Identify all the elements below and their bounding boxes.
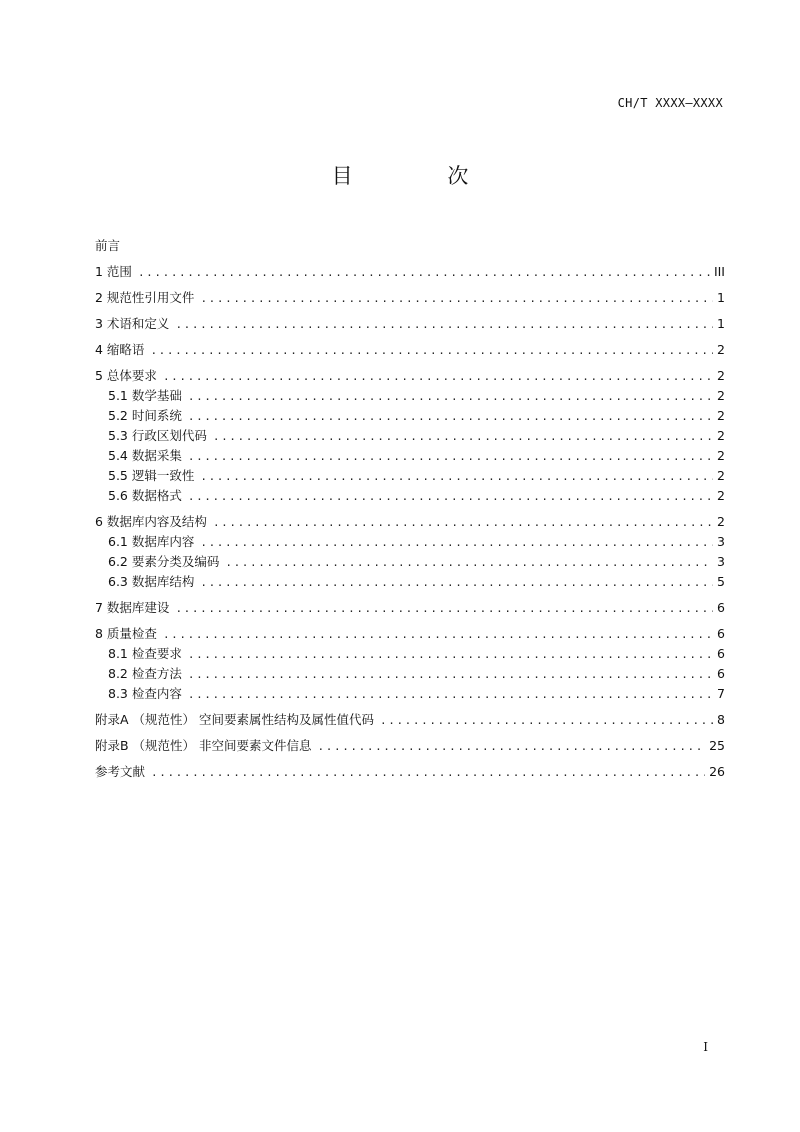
dot-leader [188, 447, 713, 467]
toc-entry-page: 2 [717, 342, 725, 357]
toc-entry[interactable] [95, 466, 725, 486]
dot-leader [151, 763, 705, 783]
toc-entry-label: 6.2 要素分类及编码 [108, 554, 220, 569]
toc-entry-label: 5.5 逻辑一致性 [108, 468, 195, 483]
toc-entry-label: 参考文献 [95, 764, 146, 779]
toc-entry-label: 1 范围 [95, 264, 132, 279]
toc-entry-page: 26 [709, 764, 725, 779]
toc-entry-label: 4 缩略语 [95, 342, 145, 357]
toc-entry-page: 2 [717, 388, 725, 403]
dot-leader [318, 737, 706, 757]
toc-entry-label: 附录B （规范性） 非空间要素文件信息 [95, 738, 312, 753]
dot-leader [213, 513, 713, 533]
dot-leader [200, 533, 713, 553]
toc-entry[interactable] [95, 288, 725, 308]
toc-entry[interactable] [95, 664, 725, 684]
dot-leader [188, 685, 713, 705]
toc-entry-page: 8 [717, 712, 725, 727]
toc-entry-label: 5 总体要求 [95, 368, 157, 383]
dot-leader [200, 289, 713, 309]
toc-entry[interactable] [95, 386, 725, 406]
dot-leader [188, 645, 713, 665]
toc-entry[interactable] [95, 598, 725, 618]
dot-leader [188, 665, 713, 685]
toc-entry-page: 7 [717, 686, 725, 701]
dot-leader [175, 599, 713, 619]
toc-entry-label: 7 数据库建设 [95, 600, 170, 615]
toc-entry[interactable] [95, 262, 725, 282]
dot-leader [225, 553, 713, 573]
toc-entry-label: 8.2 检查方法 [108, 666, 182, 681]
toc-entry-page: 6 [717, 646, 725, 661]
toc-entry-label: 8.3 检查内容 [108, 686, 182, 701]
toc-entry-page: III [713, 264, 725, 279]
toc-entry-page: 3 [717, 534, 725, 549]
toc-entry[interactable] [95, 512, 725, 532]
toc-entry[interactable] [95, 236, 725, 256]
toc-entry-label: 5.4 数据采集 [108, 448, 182, 463]
toc-entry[interactable] [95, 314, 725, 334]
toc-entry-label: 8 质量检查 [95, 626, 157, 641]
document-code: CH/T XXXX—XXXX [617, 96, 723, 110]
toc-entry-page: 1 [717, 316, 725, 331]
dot-leader [188, 387, 713, 407]
toc-entry-label: 8.1 检查要求 [108, 646, 182, 661]
toc-entry[interactable] [95, 762, 725, 782]
dot-leader [175, 315, 713, 335]
toc-entry[interactable] [95, 406, 725, 426]
toc-entry-label: 5.3 行政区划代码 [108, 428, 207, 443]
toc-entry[interactable] [95, 366, 725, 386]
toc-entry-page: 3 [717, 554, 725, 569]
toc-entry-page: 6 [717, 626, 725, 641]
toc-entry[interactable] [95, 532, 725, 552]
dot-leader [380, 711, 713, 731]
toc-entry[interactable] [95, 644, 725, 664]
toc-entry-label: 5.1 数学基础 [108, 388, 182, 403]
toc-entry-label: 6.3 数据库结构 [108, 574, 195, 589]
toc-entry[interactable] [95, 684, 725, 704]
dot-leader [200, 573, 713, 593]
toc-entry-page: 6 [717, 600, 725, 615]
toc-entry[interactable] [95, 486, 725, 506]
toc-entry-page: 2 [717, 468, 725, 483]
dot-leader [163, 367, 713, 387]
toc-entry-label: 5.2 时间系统 [108, 408, 182, 423]
toc-entry-label: 6 数据库内容及结构 [95, 514, 207, 529]
toc-entry-page: 1 [717, 290, 725, 305]
toc-entry[interactable] [95, 624, 725, 644]
page-number: I [703, 1040, 708, 1054]
toc-entry-label: 6.1 数据库内容 [108, 534, 195, 549]
toc-entry[interactable] [95, 710, 725, 730]
dot-leader [163, 625, 713, 645]
dot-leader [213, 427, 713, 447]
toc-entry-page: 2 [717, 448, 725, 463]
toc-entry-page: 6 [717, 666, 725, 681]
dot-leader [188, 487, 713, 507]
toc-entry[interactable] [95, 552, 725, 572]
toc-entry-page: 5 [717, 574, 725, 589]
toc-entry[interactable] [95, 426, 725, 446]
page-title: 目 次 [331, 164, 513, 188]
toc-entry[interactable] [95, 572, 725, 592]
toc-entry-label: 附录A （规范性） 空间要素属性结构及属性值代码 [95, 712, 374, 727]
toc-entry-page: 2 [717, 368, 725, 383]
toc-entry-label: 2 规范性引用文件 [95, 290, 195, 305]
toc-entry[interactable] [95, 736, 725, 756]
toc-entry-label: 5.6 数据格式 [108, 488, 182, 503]
toc-entry-page: 2 [717, 408, 725, 423]
dot-leader [150, 341, 713, 361]
toc-entry-page: 2 [717, 428, 725, 443]
toc-entry-label: 3 术语和定义 [95, 316, 170, 331]
toc-entry[interactable] [95, 446, 725, 466]
toc-entry-page: 2 [717, 514, 725, 529]
dot-leader [200, 467, 713, 487]
dot-leader [138, 263, 710, 283]
table-of-contents [95, 236, 725, 782]
toc-entry-page: 2 [717, 488, 725, 503]
toc-entry-page: 25 [709, 738, 725, 753]
toc-entry[interactable] [95, 340, 725, 360]
dot-leader [188, 407, 713, 427]
toc-entry-label: 前言 [95, 238, 121, 253]
